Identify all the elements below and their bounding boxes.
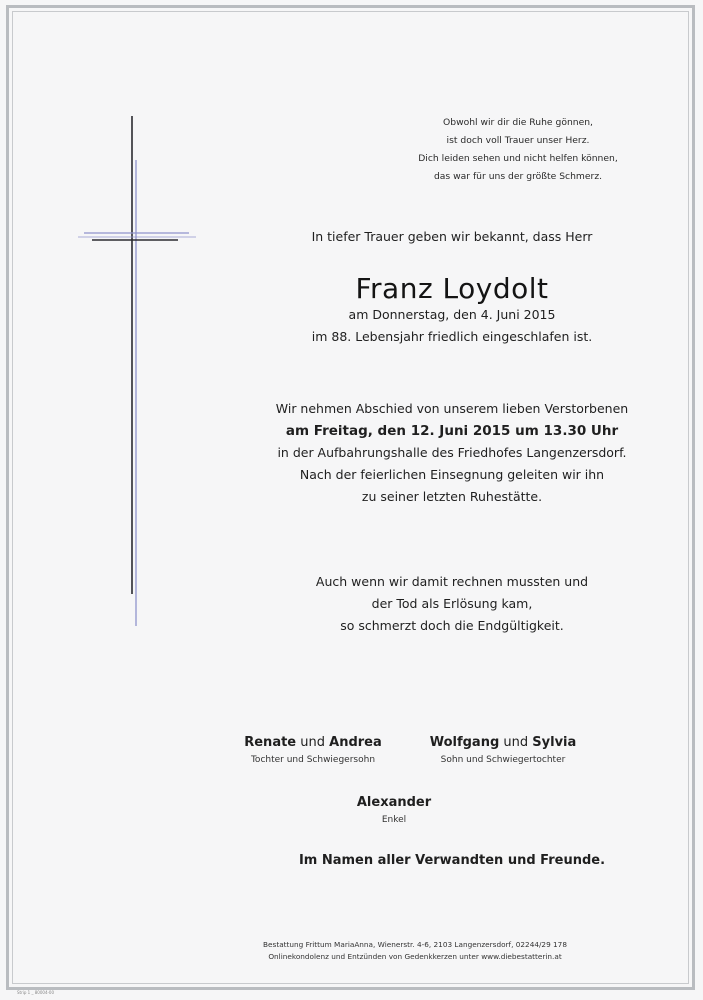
funeral-location: in der Aufbahrungshalle des Friedhofes Langenzersdorf. bbox=[277, 445, 627, 460]
mourner-relation: Sohn und Schwiegertochter bbox=[440, 755, 566, 765]
verse-line: Dich leiden sehen und nicht helfen können, bbox=[418, 153, 618, 164]
footer-address: Bestattung Frittum MariaAnna, Wienerstr. 4-6, 2103 Langenzersdorf, 02244/29 178 bbox=[263, 940, 567, 949]
mourner-name: Sylvia bbox=[532, 735, 577, 750]
farewell-line: Wir nehmen Abschied von unserem lieben Verstorbenen bbox=[275, 401, 629, 416]
verse-line: ist doch voll Trauer unser Herz. bbox=[446, 135, 590, 146]
farewell-line: Nach der feierlichen Einsegnung geleiten wir ihn bbox=[299, 467, 605, 482]
mourner-names bbox=[238, 735, 388, 750]
death-age: im 88. Lebensjahr friedlich eingeschlafen ist. bbox=[311, 329, 593, 344]
mourner-name: Alexander bbox=[356, 795, 432, 810]
mourner-names bbox=[428, 735, 578, 750]
mourner-relation: Tochter und Schwiegersohn bbox=[250, 755, 376, 765]
farewell-line: zu seiner letzten Ruhestätte. bbox=[361, 489, 543, 504]
deceased-name: Franz Loydolt bbox=[355, 272, 549, 305]
print-code: Strip 1 _ 80004-00 bbox=[17, 990, 55, 995]
consolation-line: der Tod als Erlösung kam, bbox=[371, 596, 533, 611]
announcement-intro: In tiefer Trauer geben wir bekannt, dass Herr bbox=[311, 229, 593, 244]
consolation-line: so schmerzt doch die Endgültigkeit. bbox=[340, 618, 564, 633]
funeral-date: am Freitag, den 12. Juni 2015 um 13.30 Uhr bbox=[285, 423, 619, 439]
mourner-name: Wolfgang bbox=[429, 735, 500, 750]
verse-line: das war für uns der größte Schmerz. bbox=[433, 171, 603, 182]
mourner-group bbox=[428, 735, 578, 765]
closing-line: Im Namen aller Verwandten und Freunde. bbox=[298, 853, 606, 868]
mourner-relation: Enkel bbox=[381, 815, 407, 825]
mourner-group bbox=[344, 795, 444, 825]
mourner-names bbox=[344, 795, 444, 810]
funeral-details bbox=[192, 398, 703, 508]
mourner-name: Andrea bbox=[329, 735, 382, 750]
verse-line: Obwohl wir dir die Ruhe gönnen, bbox=[443, 117, 593, 128]
memorial-verse bbox=[400, 114, 636, 186]
funeral-home-footer bbox=[240, 939, 590, 963]
mourner-conjunction: und bbox=[300, 735, 325, 750]
mourner-name: Renate bbox=[244, 735, 297, 750]
consolation-line: Auch wenn wir damit rechnen mussten und bbox=[315, 574, 589, 589]
footer-online: Onlinekondolenz und Entzünden von Gedenkkerzen unter www.diebestatterin.at bbox=[268, 952, 562, 961]
death-date: am Donnerstag, den 4. Juni 2015 bbox=[348, 307, 556, 322]
mourner-conjunction: und bbox=[503, 735, 529, 750]
death-details bbox=[192, 304, 703, 348]
consolation-text bbox=[192, 571, 703, 637]
mourner-group bbox=[238, 735, 388, 765]
